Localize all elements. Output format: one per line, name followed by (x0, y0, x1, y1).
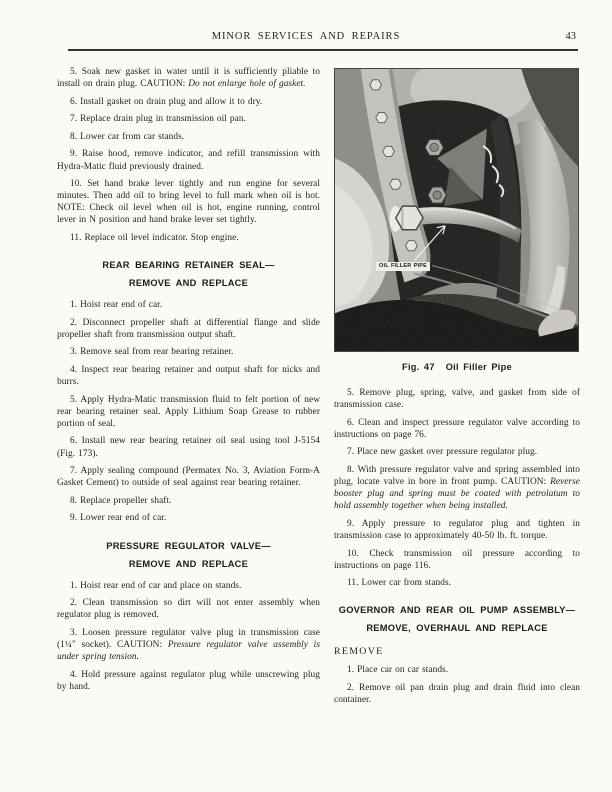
section-heading-pressure-regulator-valve (57, 537, 320, 573)
step-item (57, 364, 320, 388)
step-item (57, 232, 320, 244)
step-item (57, 299, 320, 311)
step-item (57, 178, 320, 226)
step-text: 2. Remove oil pan drain plug and drain fluid into clean container. (334, 682, 580, 705)
step-text: 11. Replace oil level indicator. Stop engine. (70, 233, 239, 244)
step-item (334, 577, 580, 589)
step-text: 9. Lower rear end of car. (70, 513, 167, 524)
header-rule (68, 49, 578, 51)
step-item (57, 346, 320, 358)
step-text: 10. Check transmission oil pressure according to instructions on page 116. (334, 548, 580, 571)
step-text: 2. Disconnect propeller shaft at differential flange and slide propeller shaft from transmission output shaft. (57, 317, 320, 340)
section-title-line1: REAR BEARING RETAINER SEAL— (102, 260, 275, 271)
oil-filler-pipe-label: OIL FILLER PIPE (376, 262, 430, 271)
step-caution-text: Reverse booster plug and spring must be coated with petrolatum to hold assembly together when being installed. (334, 477, 580, 512)
step-text: 4. Inspect rear bearing retainer and output shaft for nicks and burrs. (57, 365, 320, 388)
step-item (57, 113, 320, 125)
step-item (334, 548, 580, 572)
step-item (57, 465, 320, 489)
step-text: 5. Remove plug, spring, valve, and gasket from side of transmission case. (334, 388, 580, 411)
step-item (57, 435, 320, 459)
step-text: 10. Set hand brake lever tightly and run engine for several minutes. Then add oil to bring level to full mark when oil is hot. NOTE: Check oil level when oil is hot, engine running, control lever in N position and hand brake lever set tightly. (57, 179, 320, 226)
step-item (57, 96, 320, 108)
step-text: 1. Hoist rear end of car and place on stands. (70, 580, 242, 591)
step-item (334, 518, 580, 542)
step-item (57, 66, 320, 90)
step-text: 9. Apply pressure to regulator plug and tighten in transmission case to approximately 40-50 lb. ft. torque. (334, 518, 580, 542)
step-item (57, 148, 320, 172)
engine-bay-photo-illustration (335, 69, 578, 351)
running-head: MINOR SERVICES AND REPAIRS (211, 31, 401, 42)
section-title-line2: REMOVE AND REPLACE (128, 278, 249, 289)
step-item (57, 669, 320, 693)
step-text: 6. Install new rear bearing retainer oil seal using tool J-5154 (Fig. 173). (57, 436, 320, 459)
step-text: 7. Place new gasket over pressure regulator plug. (347, 447, 538, 458)
section-title-line2: REMOVE AND REPLACE (128, 558, 249, 569)
right-column (334, 68, 580, 706)
step-item (57, 317, 320, 341)
step-text: 5. Soak new gasket in water until it is sufficiently pliable to install on drain plug. CAUTION: (57, 67, 320, 90)
subsection-heading-remove: REMOVE (334, 646, 384, 658)
step-text: 7. Apply sealing compound (Permatex No. 3, Aviation Form-A Gasket Cement) to outside of seal against rear bearing retainer. (57, 466, 320, 489)
section-title-line1: GOVERNOR AND REAR OIL PUMP ASSEMBLY— (338, 605, 576, 616)
step-text: 4. Hold pressure against regulator plug while unscrewing plug by hand. (57, 669, 320, 692)
step-caution-text: Do not enlarge hole of gasket. (188, 79, 306, 90)
step-item (334, 387, 580, 411)
step-item (57, 394, 320, 430)
figure-47 (334, 68, 580, 373)
left-column (57, 66, 320, 693)
page-header (0, 31, 612, 47)
section-heading-governor-rear-oil-pump (334, 601, 580, 637)
step-text: 9. Raise hood, remove indicator, and refill transmission with Hydra-Matic fluid previously drained. (57, 149, 320, 172)
step-item (334, 417, 580, 441)
figure-number: Fig. 47 (402, 362, 435, 372)
step-item (334, 446, 580, 458)
step-item (57, 512, 320, 524)
step-text: 5. Apply Hydra-Matic transmission fluid to felt portion of new rear bearing retainer seal. Apply Lithium Soap Grease to rubber portion of seal. (57, 394, 320, 429)
step-item (57, 580, 320, 592)
step-text: 1. Place car on car stands. (347, 665, 449, 675)
step-item (334, 664, 580, 676)
step-text: 6. Install gasket on drain plug and allow it to dry. (70, 96, 263, 107)
step-text: 2. Clean transmission so dirt will not enter assembly when regulator plug is removed. (57, 598, 320, 621)
step-item (57, 131, 320, 143)
step-item (57, 495, 320, 507)
step-text: 8. Replace propeller shaft. (70, 495, 172, 506)
step-text: 7. Replace drain plug in transmission oil pan. (70, 114, 246, 125)
figure-title: Oil Filler Pipe (445, 362, 512, 372)
step-caution-text: Pressure regulator valve assembly is under spring tension. (57, 639, 320, 662)
step-text: 3. Remove seal from rear bearing retainer. (70, 347, 234, 358)
page-number: 43 (565, 31, 576, 42)
step-item (57, 597, 320, 621)
step-text: 1. Hoist rear end of car. (70, 300, 163, 311)
step-text: 6. Clean and inspect pressure regulator valve according to instructions on page 76. (334, 417, 580, 440)
step-text: 8. With pressure regulator valve and spring assembled into plug, locate valve in bore in front pump. CAUTION: (334, 465, 580, 488)
step-text: 8. Lower car from car stands. (70, 131, 185, 142)
step-item (57, 627, 320, 663)
section-heading-rear-bearing-retainer-seal (57, 256, 320, 292)
step-item (334, 682, 580, 706)
step-text: 11. Lower car from stands. (347, 578, 452, 589)
figure-photo (334, 68, 579, 352)
figure-caption (334, 361, 580, 373)
section-title-line2: REMOVE, OVERHAUL AND REPLACE (366, 623, 548, 634)
step-text: 3. Loosen pressure regulator valve plug in transmission case (1¼″ socket). CAUTION: (57, 627, 320, 650)
section-title-line1: PRESSURE REGULATOR VALVE— (106, 540, 271, 551)
step-item (334, 464, 580, 512)
